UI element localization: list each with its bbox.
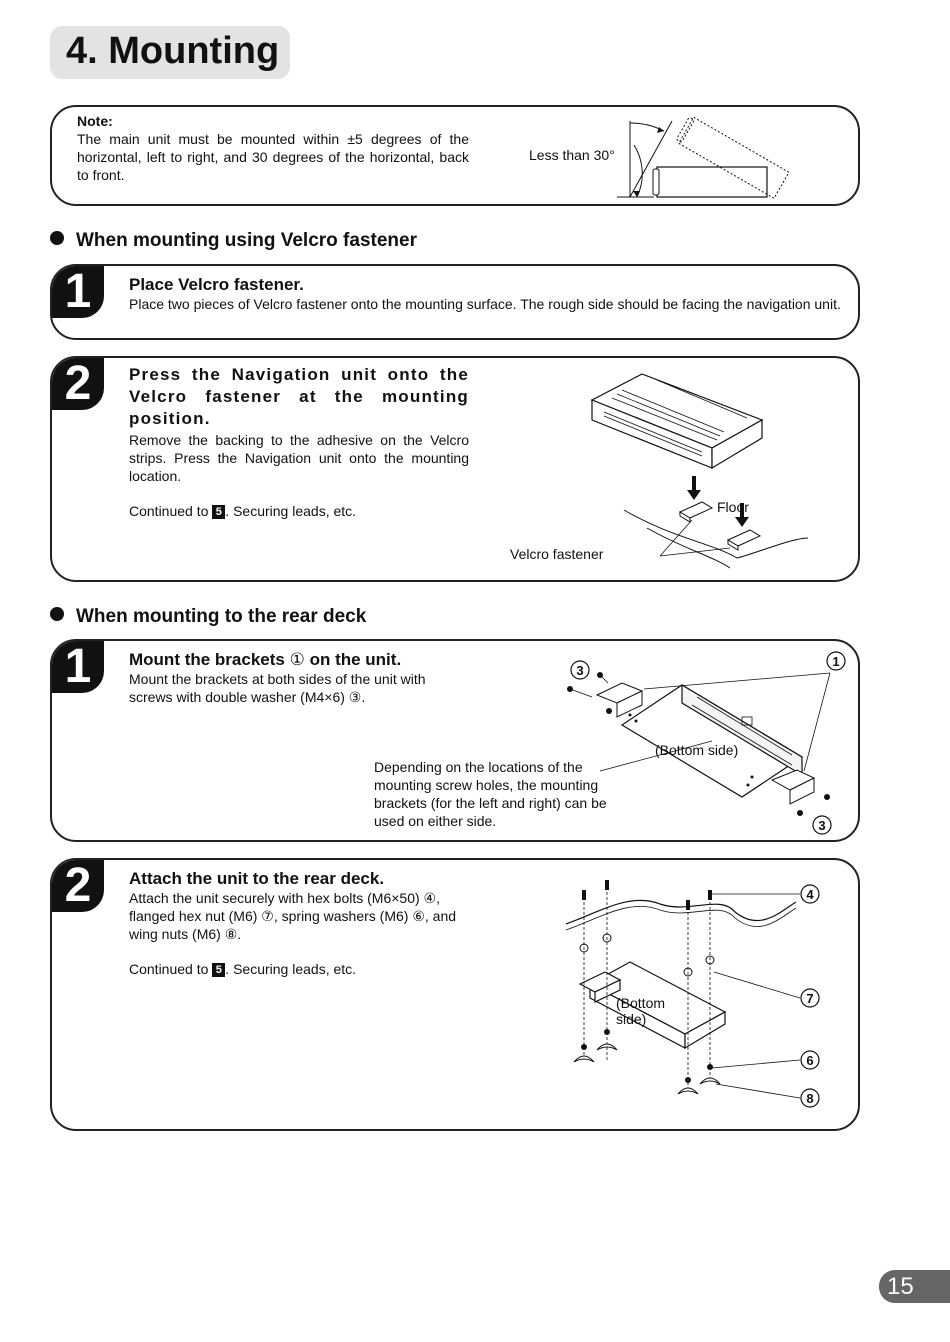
step-title-suffix: on the unit. [309,650,402,669]
reardeck-heading [50,606,366,628]
section-title [50,26,290,79]
step-number-2: 2 [52,358,104,410]
rear-deck-diagram [560,872,830,1122]
ref-3-bottom: 3 [818,818,826,833]
continued-suffix: . Securing leads, etc. [225,961,357,977]
ref-6: 6 [806,1053,814,1068]
velcro-heading-text: When mounting using Velcro fastener [76,230,417,251]
velcro-step-2 [50,356,860,582]
step-title: Press the Navigation unit onto the Velcro fastener at the mounting position. [129,365,469,428]
bullet-icon [50,607,64,621]
section-ref-badge: 5 [212,963,225,977]
ref-4: 4 [806,887,814,902]
note-box [50,105,860,206]
reardeck-step-2 [50,858,860,1131]
continued-note [129,960,474,978]
continued-prefix: Continued to [129,961,209,977]
step-text: Mount the brackets at both sides of the unit with screws with double washer (M4×6) ③. [129,671,426,705]
ref-8: 8 [806,1091,814,1106]
page-number: 15 [879,1270,950,1303]
step-number-1: 1 [52,641,104,693]
step-text: Remove the backing to the adhesive on the Velcro strips. Press the Navigation unit onto the mounting location. [129,432,469,484]
floor-label: Floor [717,499,749,515]
angle-label: Less than 30° [529,147,615,163]
bracket-ref: ① [289,650,305,669]
ref-3-top: 3 [576,663,584,678]
note-text: The main unit must be mounted within ±5 degrees of the horizontal, left to right, and 30 degrees of the horizontal, back to front. [77,131,469,183]
continued-suffix: . Securing leads, etc. [225,503,357,519]
bottom-label-line1: (Bottom [616,995,666,1011]
bracket-callout: Depending on the locations of the mounting screw holes, the mounting brackets (for the left and right) can be used on either side. [374,759,607,829]
step-title: Place Velcro fastener. [129,275,304,294]
tilt-diagram [612,111,842,203]
step-number-1: 1 [52,266,104,318]
reardeck-step-1 [50,639,860,842]
step-text: Place two pieces of Velcro fastener onto the mounting surface. The rough side should be facing the navigation unit. [129,296,841,312]
velcro-fastener-label: Velcro fastener [510,546,604,562]
note-label: Note: [77,113,113,129]
reardeck-heading-text: When mounting to the rear deck [76,606,367,627]
step-text: Attach the unit securely with hex bolts (M6×50) ④, flanged hex nut (M6) ⑦, spring washers (M6) ⑥, and wing nuts (M6) ⑧. [129,890,457,942]
section-title-text: 4. Mounting [66,30,280,72]
step-title-prefix: Mount the brackets [129,650,285,669]
bullet-icon [50,231,64,245]
continued-prefix: Continued to [129,503,209,519]
ref-1: 1 [832,654,840,669]
bottom-label-line2: side) [616,1011,647,1027]
continued-note [129,502,469,520]
velcro-step-1 [50,264,860,340]
step-number-2: 2 [52,860,104,912]
step-title [129,649,401,671]
ref-7: 7 [806,991,814,1006]
bottom-side-label: (Bottom side) [655,742,739,758]
section-ref-badge: 5 [212,505,225,519]
velcro-heading [50,230,417,252]
step-title: Attach the unit to the rear deck. [129,869,385,888]
